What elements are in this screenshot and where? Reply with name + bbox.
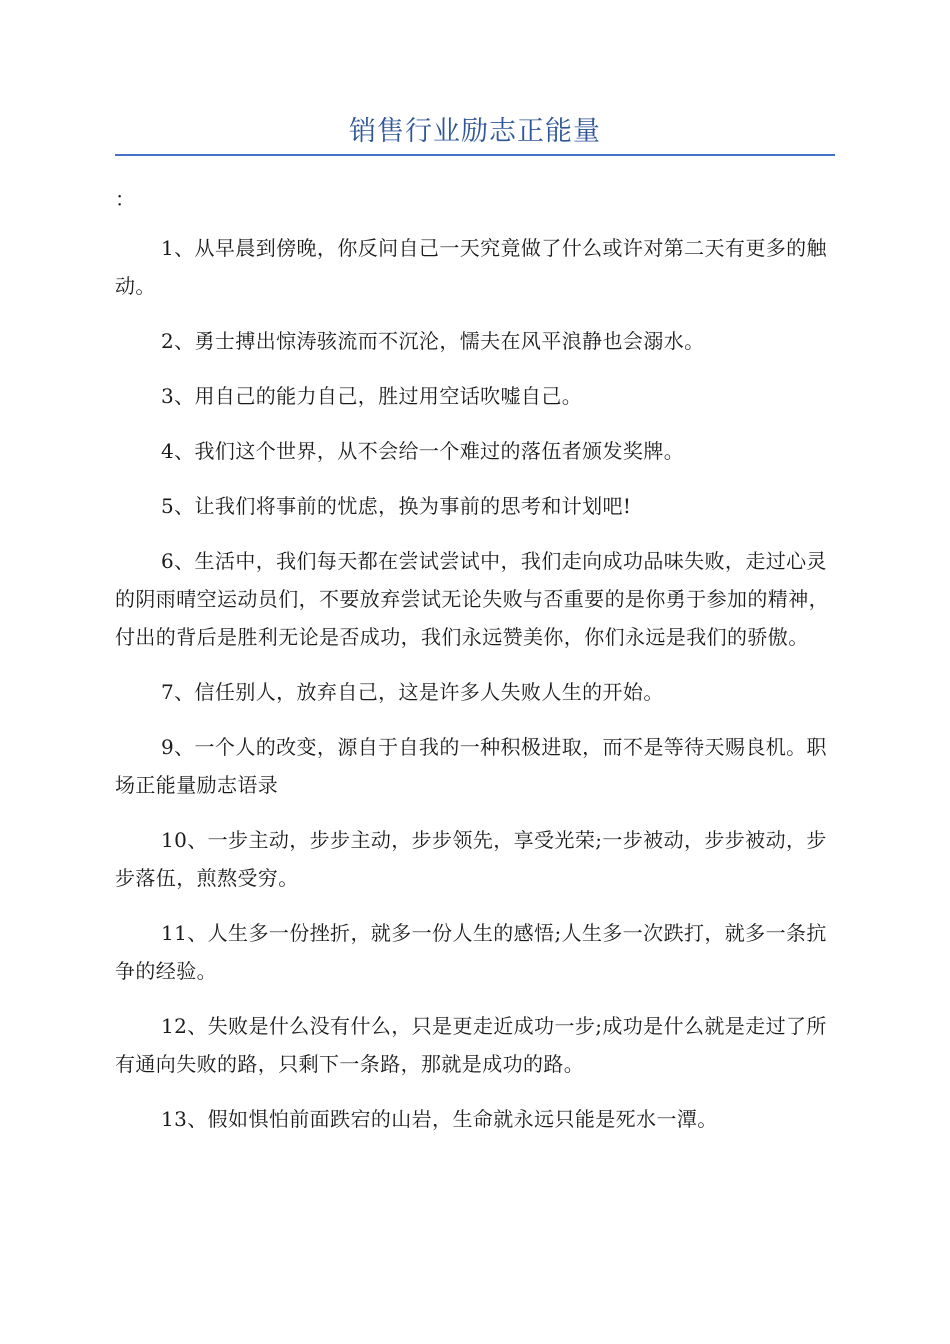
quote-item-2: 2、勇士搏出惊涛骇流而不沉沦，懦夫在风平浪静也会溺水。 [161,329,705,353]
quote-list [115,229,835,1155]
quote-item-9: 9、一个人的改变，源自于自我的一种积极进取，而不是等待天赐良机。职场正能量励志语录 [115,735,827,797]
quote-item-1: 1、从早晨到傍晚，你反问自己一天究竟做了什么或许对第二天有更多的触动。 [115,236,827,298]
quote-item-12: 12、失败是什么没有什么，只是更走近成功一步;成功是什么就是走过了所有通向失败的路，只剩下一条路，那就是成功的路。 [115,1014,827,1076]
quote-item-5: 5、让我们将事前的忧虑，换为事前的思考和计划吧! [161,494,632,518]
quote-item-3: 3、用自己的能力自己，胜过用空话吹嘘自己。 [161,384,583,408]
lead-colon: ： [115,187,135,211]
quote-item-10: 10、一步主动，步步主动，步步领先，享受光荣;一步被动，步步被动，步步落伍，煎熬受穷。 [115,828,827,890]
document-title: 销售行业励志正能量 [349,116,601,147]
quote-item-4: 4、我们这个世界，从不会给一个难过的落伍者颁发奖牌。 [161,439,685,463]
quote-item-6: 6、生活中，我们每天都在尝试尝试中，我们走向成功品味失败，走过心灵的阴雨晴空运动员们，不要放弃尝试无论失败与否重要的是你勇于参加的精神，付出的背后是胜利无论是否成功，我们永远赞美你，你们永远是我们的骄傲。 [115,549,829,649]
quote-item-7: 7、信任别人，放弃自己，这是许多人失败人生的开始。 [161,680,664,704]
quote-item-13: 13、假如惧怕前面跌宕的山岩，生命就永远只能是死水一潭。 [161,1107,718,1131]
quote-item-11: 11、人生多一份挫折，就多一份人生的感悟;人生多一次跌打，就多一条抗争的经验。 [115,921,827,983]
title-underline [115,154,835,156]
